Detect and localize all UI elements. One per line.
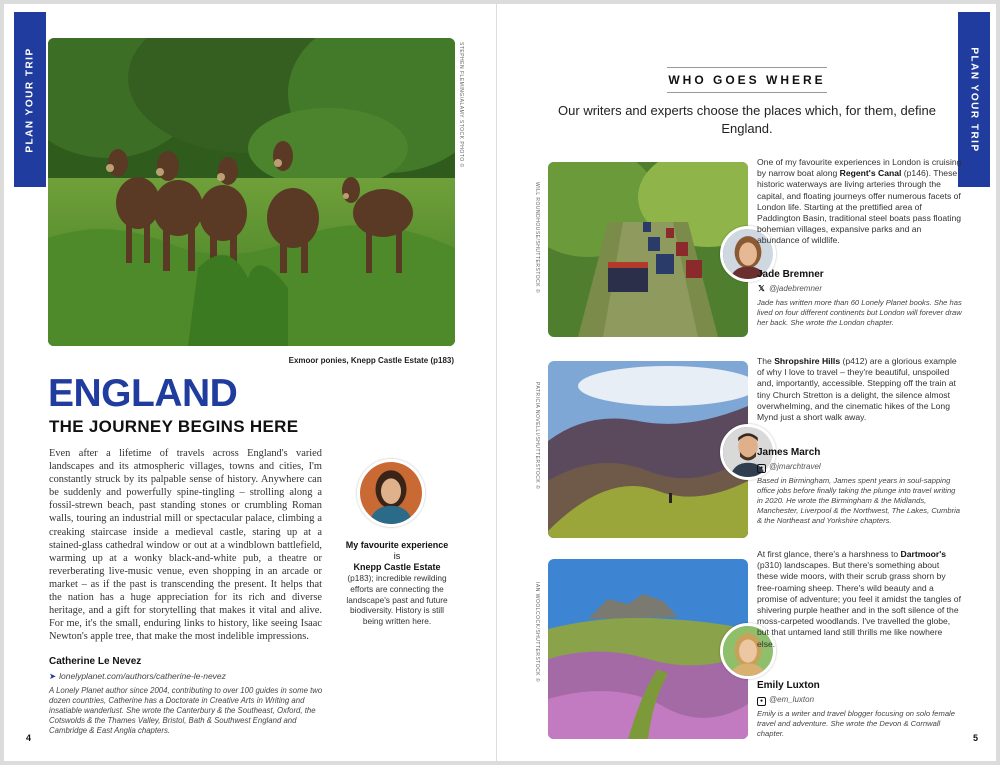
favourite-is: is	[393, 551, 401, 561]
intro-paragraph: Even after a lifetime of travels across England's varied landscapes and its atmospheric villages, towns and cities, I'm constantly struck by its palpable sense of history. Anywhere can be suddenly and powerfully spine-tingling – strolling along a fossil-strewn beach, past standing stones or crumbling Roman walls, touring an industrial mill or spectacular palace, climbing a creaking staircase inside a medieval castle, staring up at a stained-glass cathedral window or out at a windblown battlefield, warming up at a wonky black-and-white pub, a theatre or reverberating live-music venue, even shopping in an arcade or market – as if the past is transcending the present. It helps that the nation has a huge appreciation for its rich and diverse heritage, and a gift for storytelling that makes it vital and alive. For me, it's the small, enduring links to history, like seeing Isaac Newton's apple tree, that make the most indelible impressions.	[49, 448, 322, 643]
entry-author-name: James March	[757, 447, 821, 458]
entry-text: The Shropshire Hills (p412) are a glorious example of why I love to travel – they're beautiful, unspoiled and, importantly, accessible. Stepping off the train at tiny Church Stretton is a delight, the silence almost overwhelming, and the cinematic hikes of the Long Mynd just a short walk away.	[757, 356, 957, 423]
entry-text: At first glance, there's a harshness to Dartmoor's (p310) landscapes. But there's something about these wide moors, with their scrub grass shorn by free-roaming sheep. There's wild beauty and a promise of adventure; you feel it amidst the tangles of shivering purple heather and in the soft silence of the moss-carpeted woodlands. I've travelled the globe, but that untamed land still thrills me like nowhere else.	[757, 549, 961, 649]
x-icon: 𝕏	[758, 284, 765, 293]
tab-label: PLAN YOUR TRIP	[24, 46, 36, 153]
page-number-right: 5	[972, 733, 978, 743]
entry-handle[interactable]: 𝕏 @jadebremner	[758, 284, 823, 293]
dartmoor-photo	[548, 559, 748, 739]
instagram-icon: ●	[757, 697, 766, 706]
entry-handle[interactable]: ● @jmarchtravel	[757, 462, 821, 473]
author-bio: A Lonely Planet author since 2004, contributing to over 100 guides in some two dozen countries, Catherine has a Doctorate in Creative Arts in Writing and insatiable wanderlust. She wrote the Canterbury & the Southeast, Oxford, the Cotswolds & the Thames Valley, Bristol, Bath & Southwest England and Cambridge & East Anglia chapters.	[49, 686, 323, 735]
favourite-experience	[342, 540, 452, 627]
photo-credit: STEPHEN FLEMING/ALAMY STOCK PHOTO ©	[458, 42, 464, 168]
photo-credit: WILL ROUNDHOUSE/SHUTTERSTOCK ©	[534, 182, 540, 294]
favourite-place: Knepp Castle Estate	[353, 562, 441, 572]
entry-place: Shropshire Hills	[774, 356, 841, 366]
page-subtitle: THE JOURNEY BEGINS HERE	[49, 417, 299, 436]
favourite-heading: My favourite experience	[345, 540, 449, 550]
section-title: WHO GOES WHERE	[667, 67, 827, 93]
exmoor-ponies-photo	[48, 38, 455, 346]
shropshire-hills-photo	[548, 361, 748, 538]
entry-author-name: Jade Bremner	[757, 269, 824, 280]
plan-your-trip-tab	[14, 12, 46, 187]
photo-caption: Exmoor ponies, Knepp Castle Estate (p183)	[288, 356, 454, 365]
regents-canal-photo	[548, 162, 748, 337]
favourite-text: (p183); incredible rewilding efforts are connecting the landscape's past and future biodiversity. History is still being written here.	[346, 573, 448, 627]
entry-handle[interactable]: ● @em_luxton	[757, 695, 814, 706]
photo-credit: PATRICIA NOVELLI/SHUTTERSTOCK ©	[534, 382, 540, 490]
entry-text: One of my favourite experiences in London is cruising by narrow boat along Regent's Canal (p146). These historic waterways are living arteries through the capital, and floating journeys offer numerous facets of London life. Starting at the prettified area of Paddington Basin, traditional steel boats pass floating bohemian villages, expansive parks and an abundance of wildlife.	[757, 157, 962, 246]
left-page	[4, 4, 496, 761]
entry-bio: Emily is a writer and travel blogger focusing on solo female travel and adventure. She wrote the Devon & Cornwall chapter.	[757, 709, 955, 738]
entry-bio: Jade has written more than 60 Lonely Planet books. She has lived on four different continents but London will forever draw her back. She wrote the London chapter.	[757, 298, 962, 327]
entry-place: Regent's Canal	[839, 168, 902, 179]
author-avatar	[357, 459, 425, 527]
cursor-icon: ➤	[49, 671, 57, 681]
author-link[interactable]	[49, 671, 226, 682]
tab-label: PLAN YOUR TRIP	[968, 46, 980, 153]
entry-bio: Based in Birmingham, James spent years in soul-sapping office jobs before finally taking the plunge into travel writing in 2020. He wrote the Birmingham & the Midlands, Manchester, Liverpool & the Northwest, The Lakes, Cumbria & the Northeast and Yorkshire chapters.	[757, 476, 961, 525]
page-number-left: 4	[26, 733, 32, 743]
entry-author-name: Emily Luxton	[757, 680, 820, 691]
entry-place: Dartmoor's	[900, 549, 947, 559]
author-link-text: lonelyplanet.com/authors/catherine-le-nevez	[59, 671, 226, 681]
section-intro: Our writers and experts choose the places which, for them, define England.	[558, 103, 936, 136]
right-page	[497, 4, 996, 761]
author-name: Catherine Le Nevez	[49, 656, 142, 667]
instagram-icon: ●	[757, 464, 766, 473]
plan-your-trip-tab	[958, 12, 990, 187]
page-title: ENGLAND	[48, 372, 238, 415]
photo-credit: IAN WOOLCOCK/SHUTTERSTOCK ©	[534, 582, 540, 683]
